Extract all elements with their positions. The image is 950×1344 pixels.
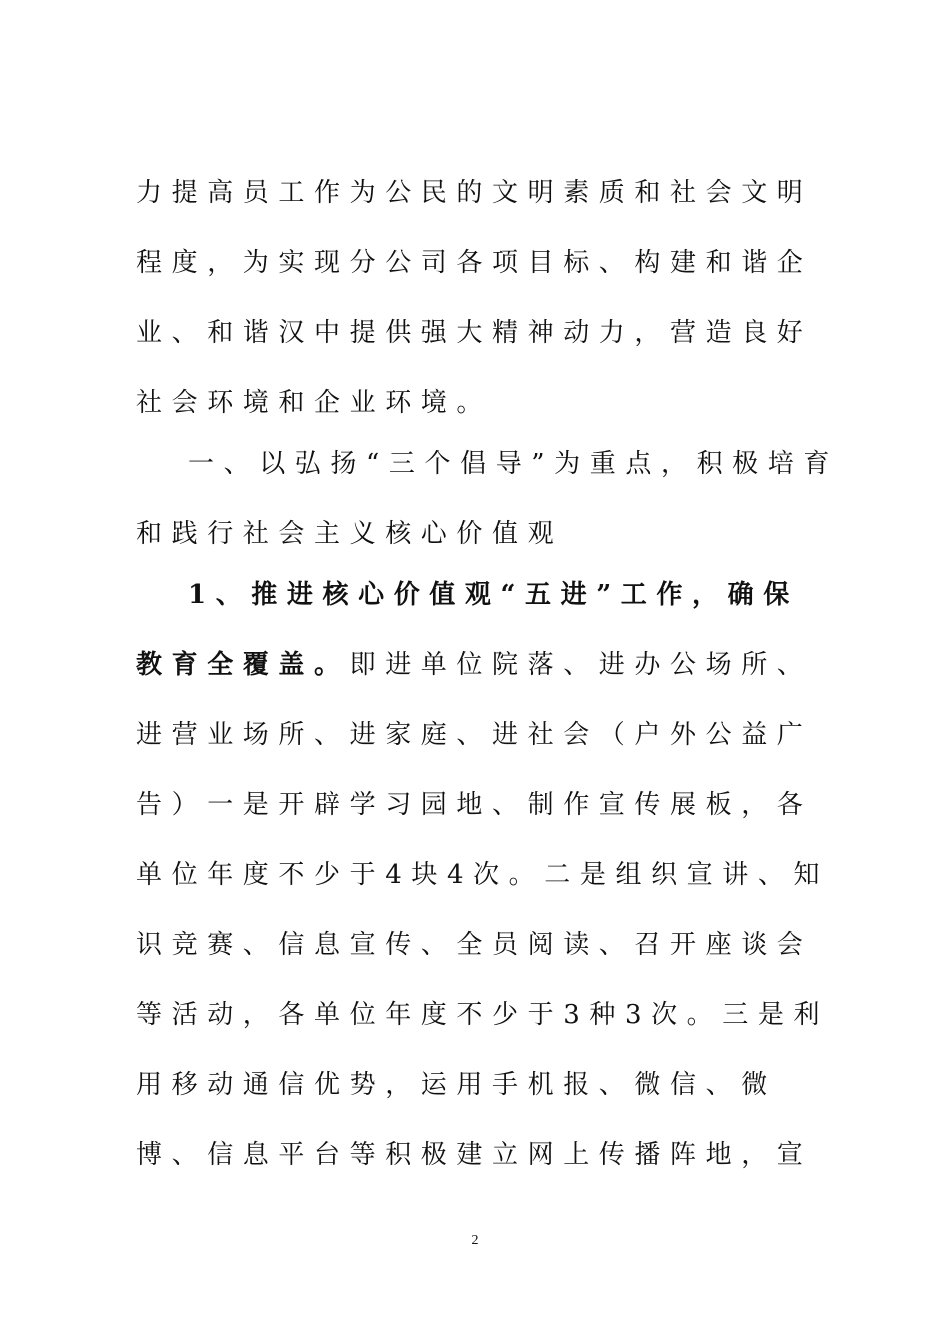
- paragraph-start: 即进单位院落、进办公场所、: [349, 650, 813, 680]
- text-line-13: 等活动，各单位年度不少于3种3次。三是利: [136, 1000, 830, 1030]
- section-heading-line-1: 一、以弘扬“三个倡导”为重点，积极培育: [188, 449, 839, 479]
- text-line-15: 博、信息平台等积极建立网上传播阵地，宣: [136, 1140, 813, 1170]
- text-line-11: 单位年度不少于4块4次。二是组织宣讲、知: [136, 860, 830, 890]
- text-line-9: 进营业场所、进家庭、进社会（户外公益广: [136, 720, 813, 750]
- text-line-3: 业、和谐汉中提供强大精神动力，营造良好: [136, 318, 813, 348]
- page-number: 2: [471, 1233, 479, 1248]
- text-line-12: 识竞赛、信息宣传、全员阅读、召开座谈会: [136, 930, 813, 960]
- text-line-1: 力提高员工作为公民的文明素质和社会文明: [136, 178, 813, 208]
- section-heading-line-2: 和践行社会主义核心价值观: [136, 519, 564, 549]
- text-line-10: 告）一是开辟学习园地、制作宣传展板，各: [136, 790, 813, 820]
- text-line-4: 社会环境和企业环境。: [136, 388, 493, 418]
- text-line-14: 用移动通信优势，运用手机报、微信、微: [136, 1070, 777, 1100]
- subheading-line-2: [136, 652, 812, 678]
- text-line-2: 程度，为实现分公司各项目标、构建和谐企: [136, 248, 813, 278]
- subheading-line-1: 1、推进核心价值观“五进”工作，确保: [188, 580, 799, 610]
- subheading-bold-tail: 教育全覆盖。: [136, 650, 350, 680]
